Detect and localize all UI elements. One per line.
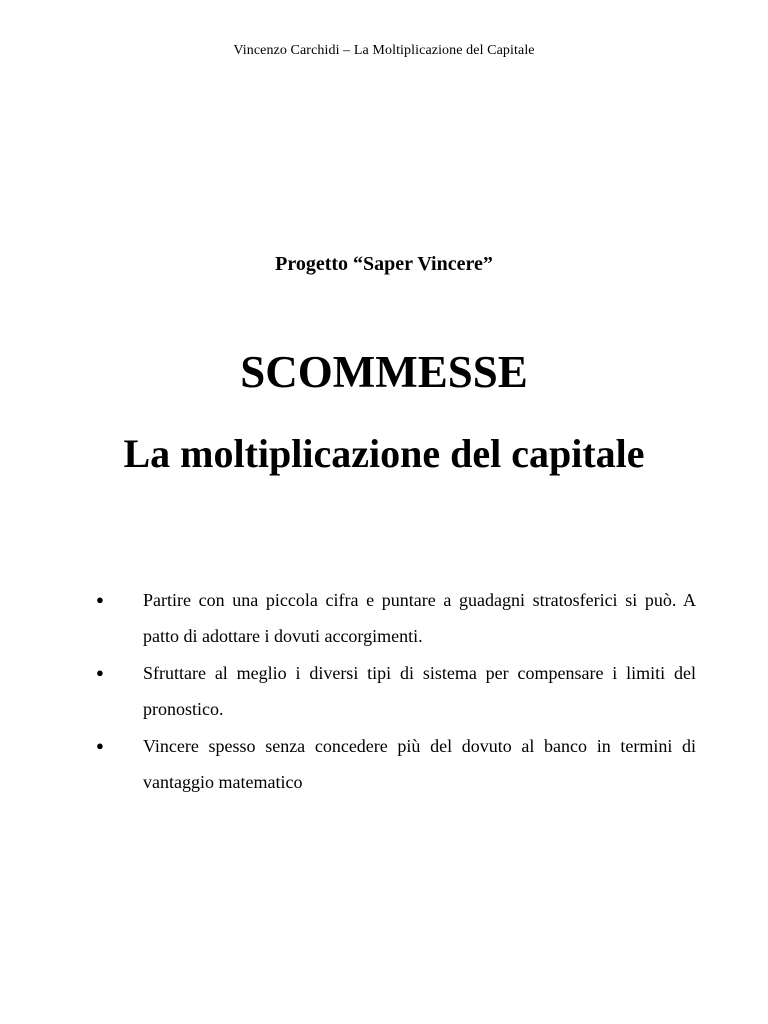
project-name: Progetto “Saper Vincere” [275,253,493,275]
bullet-text: Sfruttare al meglio i diversi tipi di sistema per compensare i limiti del pronostico. [143,663,696,719]
bullet-text: Partire con una piccola cifra e puntare a guadagni stratosferici si può. A patto di adottare i dovuti accorgimenti. [143,590,696,646]
bullet-icon: ● [96,738,104,753]
bullet-icon: ● [96,665,104,680]
document-title: SCOMMESSE [240,347,528,397]
bullet-icon: ● [96,592,104,607]
bullet-list [90,582,696,801]
document-subtitle: La moltiplicazione del capitale [123,431,645,476]
bullet-item [90,728,696,800]
running-header: Vincenzo Carchidi – La Moltiplicazione del Capitale [233,43,535,58]
bullet-item [90,582,696,654]
bullet-item [90,655,696,727]
bullet-text: Vincere spesso senza concedere più del dovuto al banco in termini di vantaggio matematico [143,736,696,792]
